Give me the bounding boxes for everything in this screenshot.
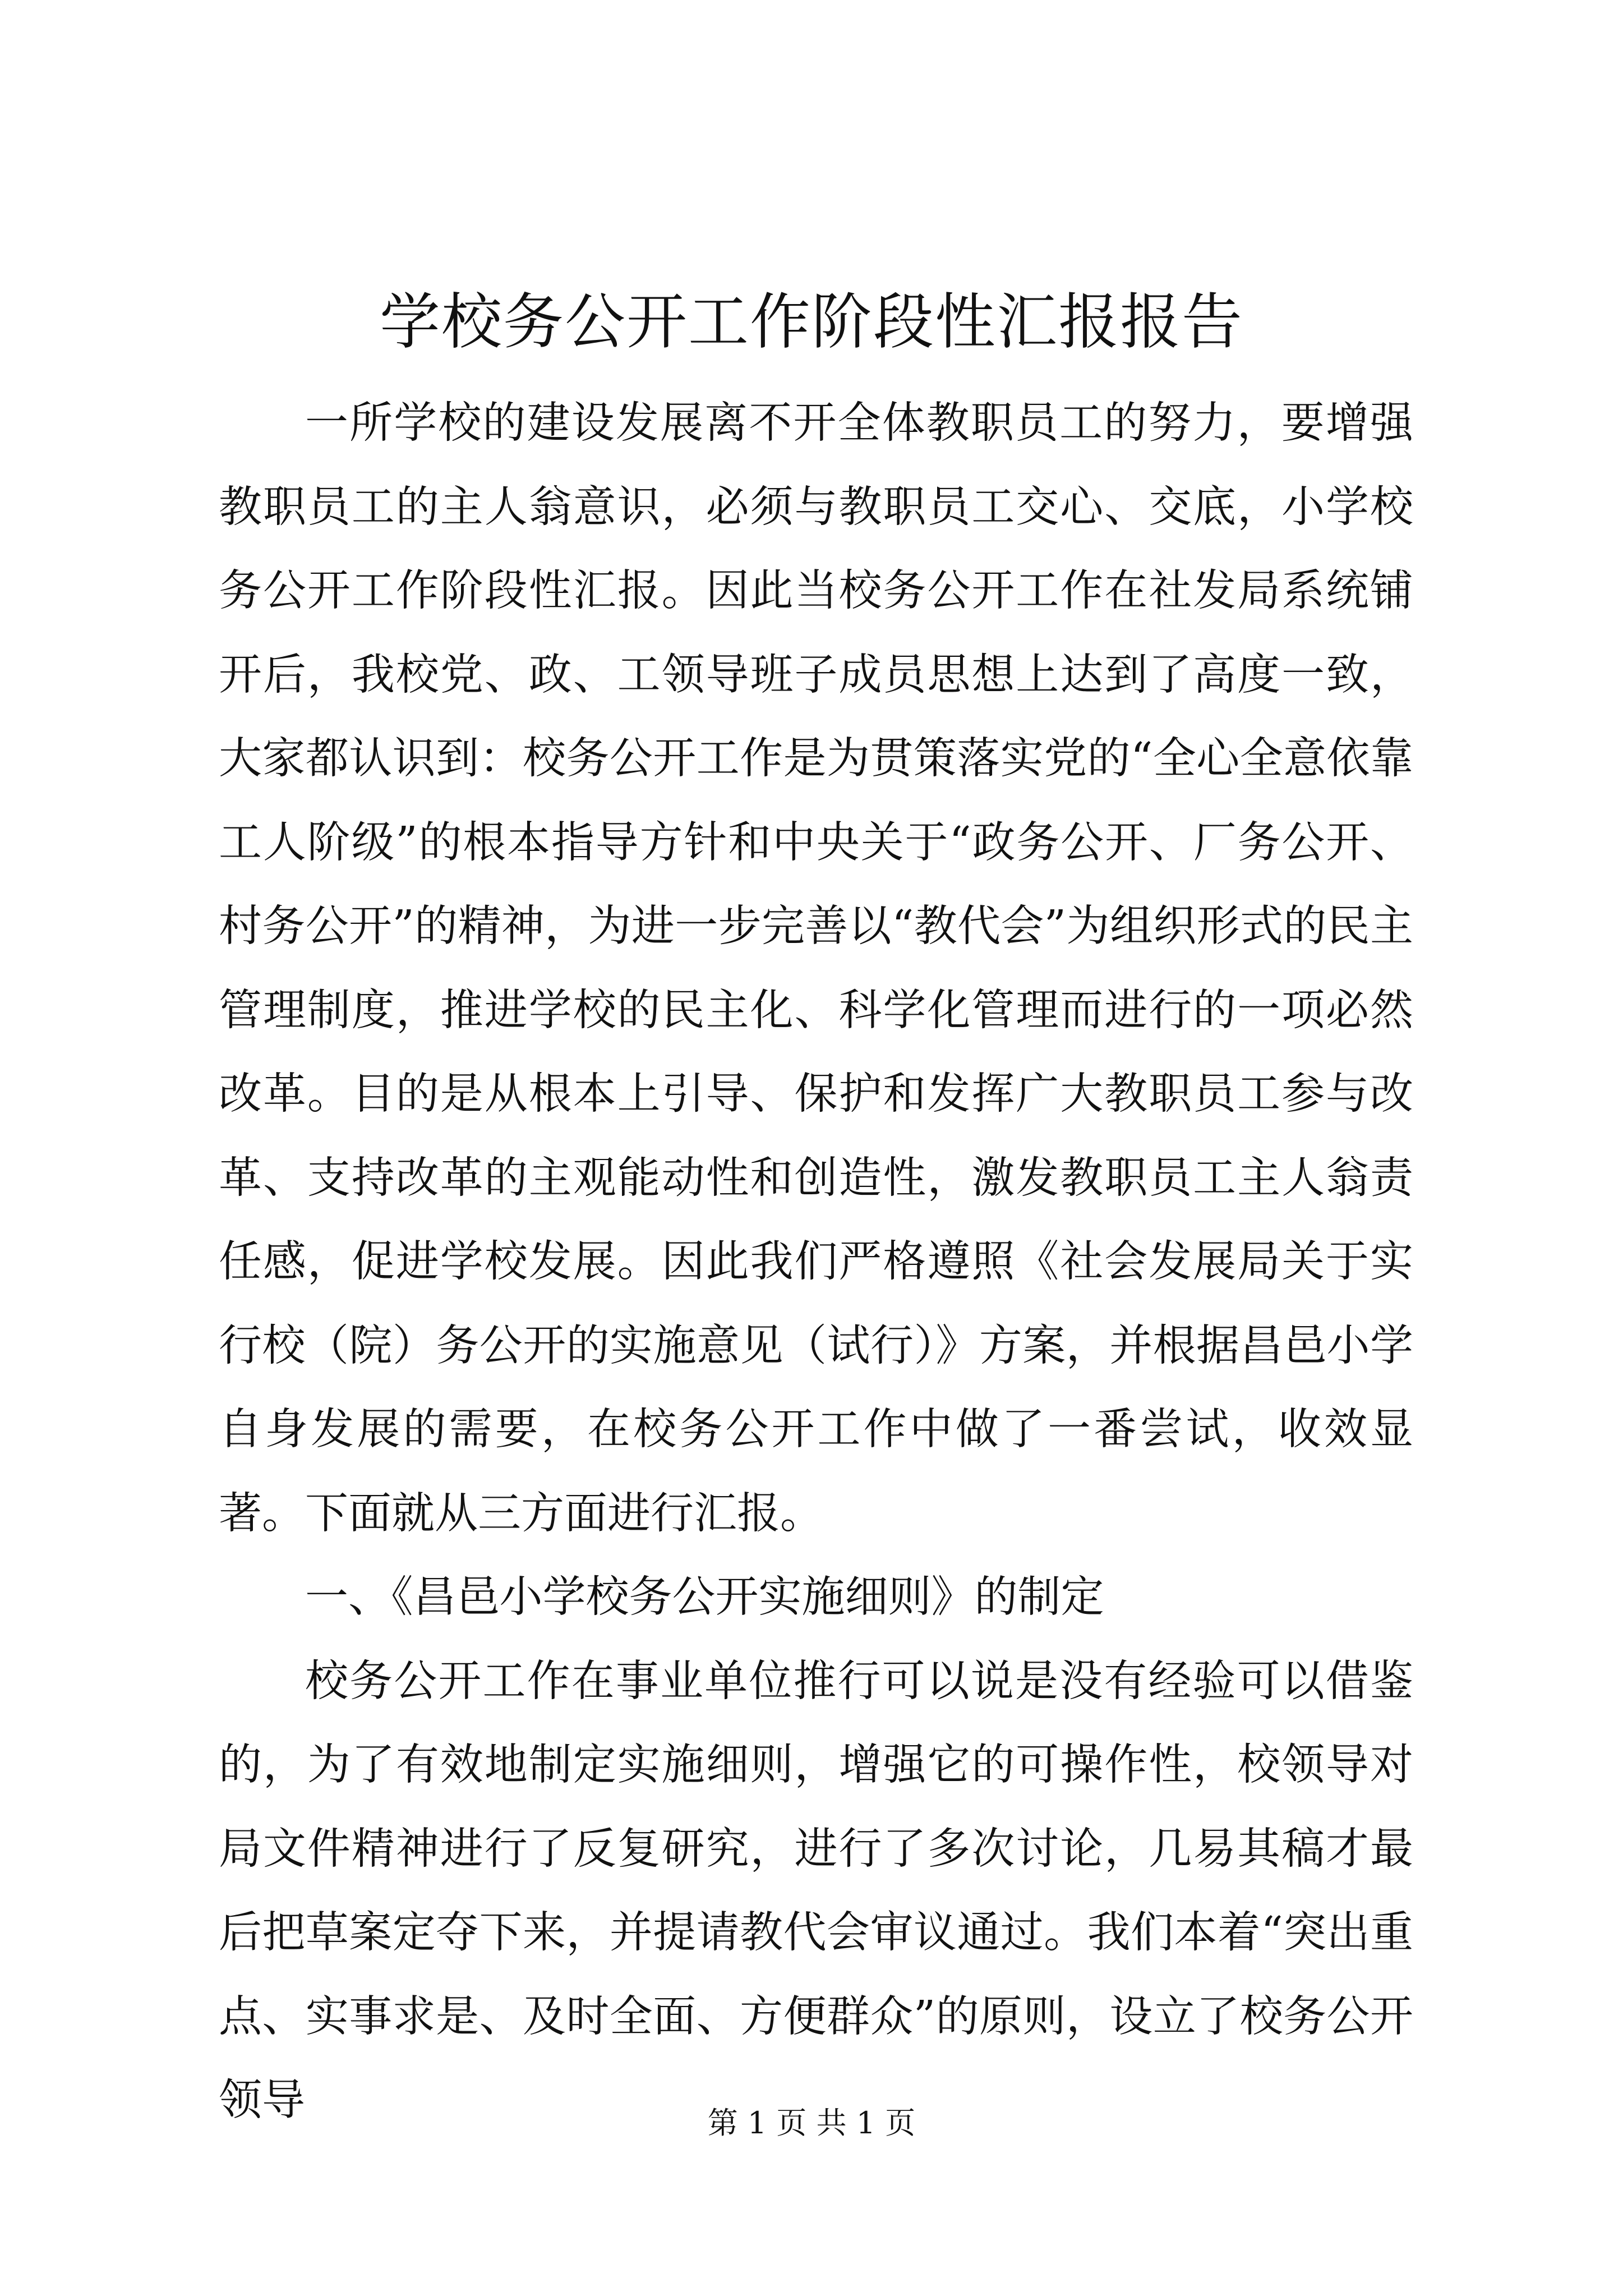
section-heading-1: 一、《昌邑小学校务公开实施细则》的制定 bbox=[305, 1572, 1104, 1622]
body-paragraph-section-1: 校务公开工作在事业单位推行可以说是没有经验可以借鉴的，为了有效地制定实施细则，增强它的可操作性，校领导对局文件精神进行了反复研究，进行了多次讨论，几易其稿才最后把草案定夺下来，并提请教代会审议通过。我们本着“突出重点、实事求是、及时全面、方便群众”的原则，设立了校务公开领导 bbox=[219, 1656, 1413, 2125]
document-title: 学校务公开工作阶段性汇报报告 bbox=[379, 287, 1243, 357]
page-footer: 第 1 页 共 1 页 bbox=[707, 2105, 916, 2141]
document-body bbox=[219, 381, 1413, 2143]
body-paragraph-intro: 一所学校的建设发展离不开全体教职员工的努力，要增强教职员工的主人翁意识，必须与教职员工交心、交底，小学校务公开工作阶段性汇报。因此当校务公开工作在社发局系统铺开后，我校党、政、工领导班子成员思想上达到了高度一致，大家都认识到：校务公开工作是为贯策落实党的“全心全意依靠工人阶级”的根本指导方针和中央关于“政务公开、厂务公开、村务公开”的精神，为进一步完善以“教代会”为组织形式的民主管理制度，推进学校的民主化、科学化管理而进行的一项必然改革。目的是从根本上引导、保护和发挥广大教职员工参与改革、支持改革的主观能动性和创造性，激发教职员工主人翁责任感，促进学校发展。因此我们严格遵照《社会发展局关于实行校（院）务公开的实施意见（试行）》方案，并根据昌邑小学自身发展的需要，在校务公开工作中做了一番尝试，收效显著。下面就从三方面进行汇报。 bbox=[219, 398, 1413, 1539]
